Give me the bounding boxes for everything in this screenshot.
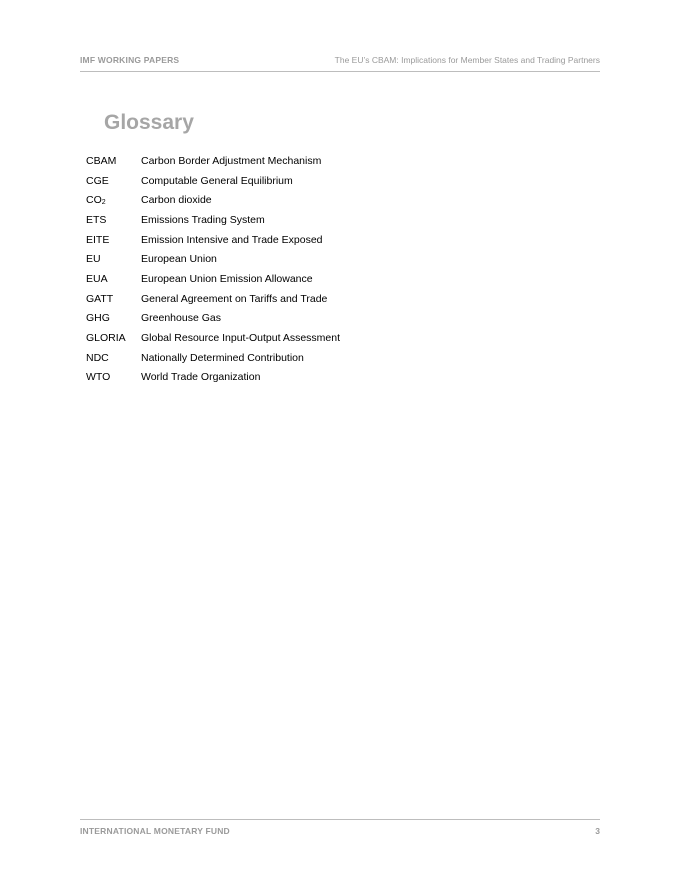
glossary-abbreviation: EU [86, 253, 101, 266]
glossary-abbreviation [86, 194, 141, 206]
page-header [80, 55, 600, 72]
glossary-abbreviation: GLORIA [86, 332, 126, 345]
glossary-term: Carbon Border Adjustment Mechanism [141, 154, 322, 167]
glossary-abbreviation: EUA [86, 272, 108, 285]
glossary-row [86, 309, 340, 329]
abbreviation-base: CO [86, 194, 102, 207]
abbreviation-subscript: 2 [101, 199, 106, 207]
glossary-row [86, 230, 340, 250]
glossary-term: Emission Intensive and Trade Exposed [141, 233, 323, 246]
glossary-row [86, 289, 340, 309]
glossary-row [86, 269, 340, 289]
header-series-title: IMF WORKING PAPERS [80, 55, 180, 65]
footer-organization: INTERNATIONAL MONETARY FUND [80, 826, 230, 836]
glossary-term: European Union [141, 253, 217, 266]
glossary-term: Nationally Determined Contribution [141, 351, 304, 364]
glossary-abbreviation: GHG [86, 312, 110, 325]
glossary-abbreviation: EITE [86, 233, 110, 246]
glossary-row [86, 171, 340, 191]
glossary-term: Carbon dioxide [141, 194, 212, 207]
glossary-row [86, 190, 340, 210]
page-number: 3 [595, 826, 600, 836]
glossary-term: General Agreement on Tariffs and Trade [141, 292, 328, 305]
glossary-abbreviation: GATT [86, 292, 114, 305]
glossary-abbreviation: NDC [86, 351, 109, 364]
glossary-row [86, 348, 340, 368]
glossary-term: Emissions Trading System [141, 213, 265, 226]
glossary-term: Computable General Equilibrium [141, 174, 293, 187]
glossary-row [86, 249, 340, 269]
glossary-abbreviation: CBAM [86, 154, 117, 167]
glossary-row [86, 328, 340, 348]
glossary-abbreviation: WTO [86, 371, 111, 384]
glossary-list [86, 151, 340, 387]
glossary-row [86, 151, 340, 171]
glossary-row [86, 368, 340, 388]
glossary-term: Global Resource Input-Output Assessment [141, 332, 341, 345]
glossary-term: European Union Emission Allowance [141, 272, 313, 285]
glossary-abbreviation: ETS [86, 213, 107, 226]
header-paper-title: The EU’s CBAM: Implications for Member States and Trading Partners [334, 55, 600, 65]
glossary-row [86, 210, 340, 230]
glossary-abbreviation: CGE [86, 174, 109, 187]
page-footer [80, 819, 600, 839]
glossary-term: World Trade Organization [141, 371, 261, 384]
glossary-term: Greenhouse Gas [141, 312, 221, 325]
page-title: Glossary [104, 111, 194, 134]
